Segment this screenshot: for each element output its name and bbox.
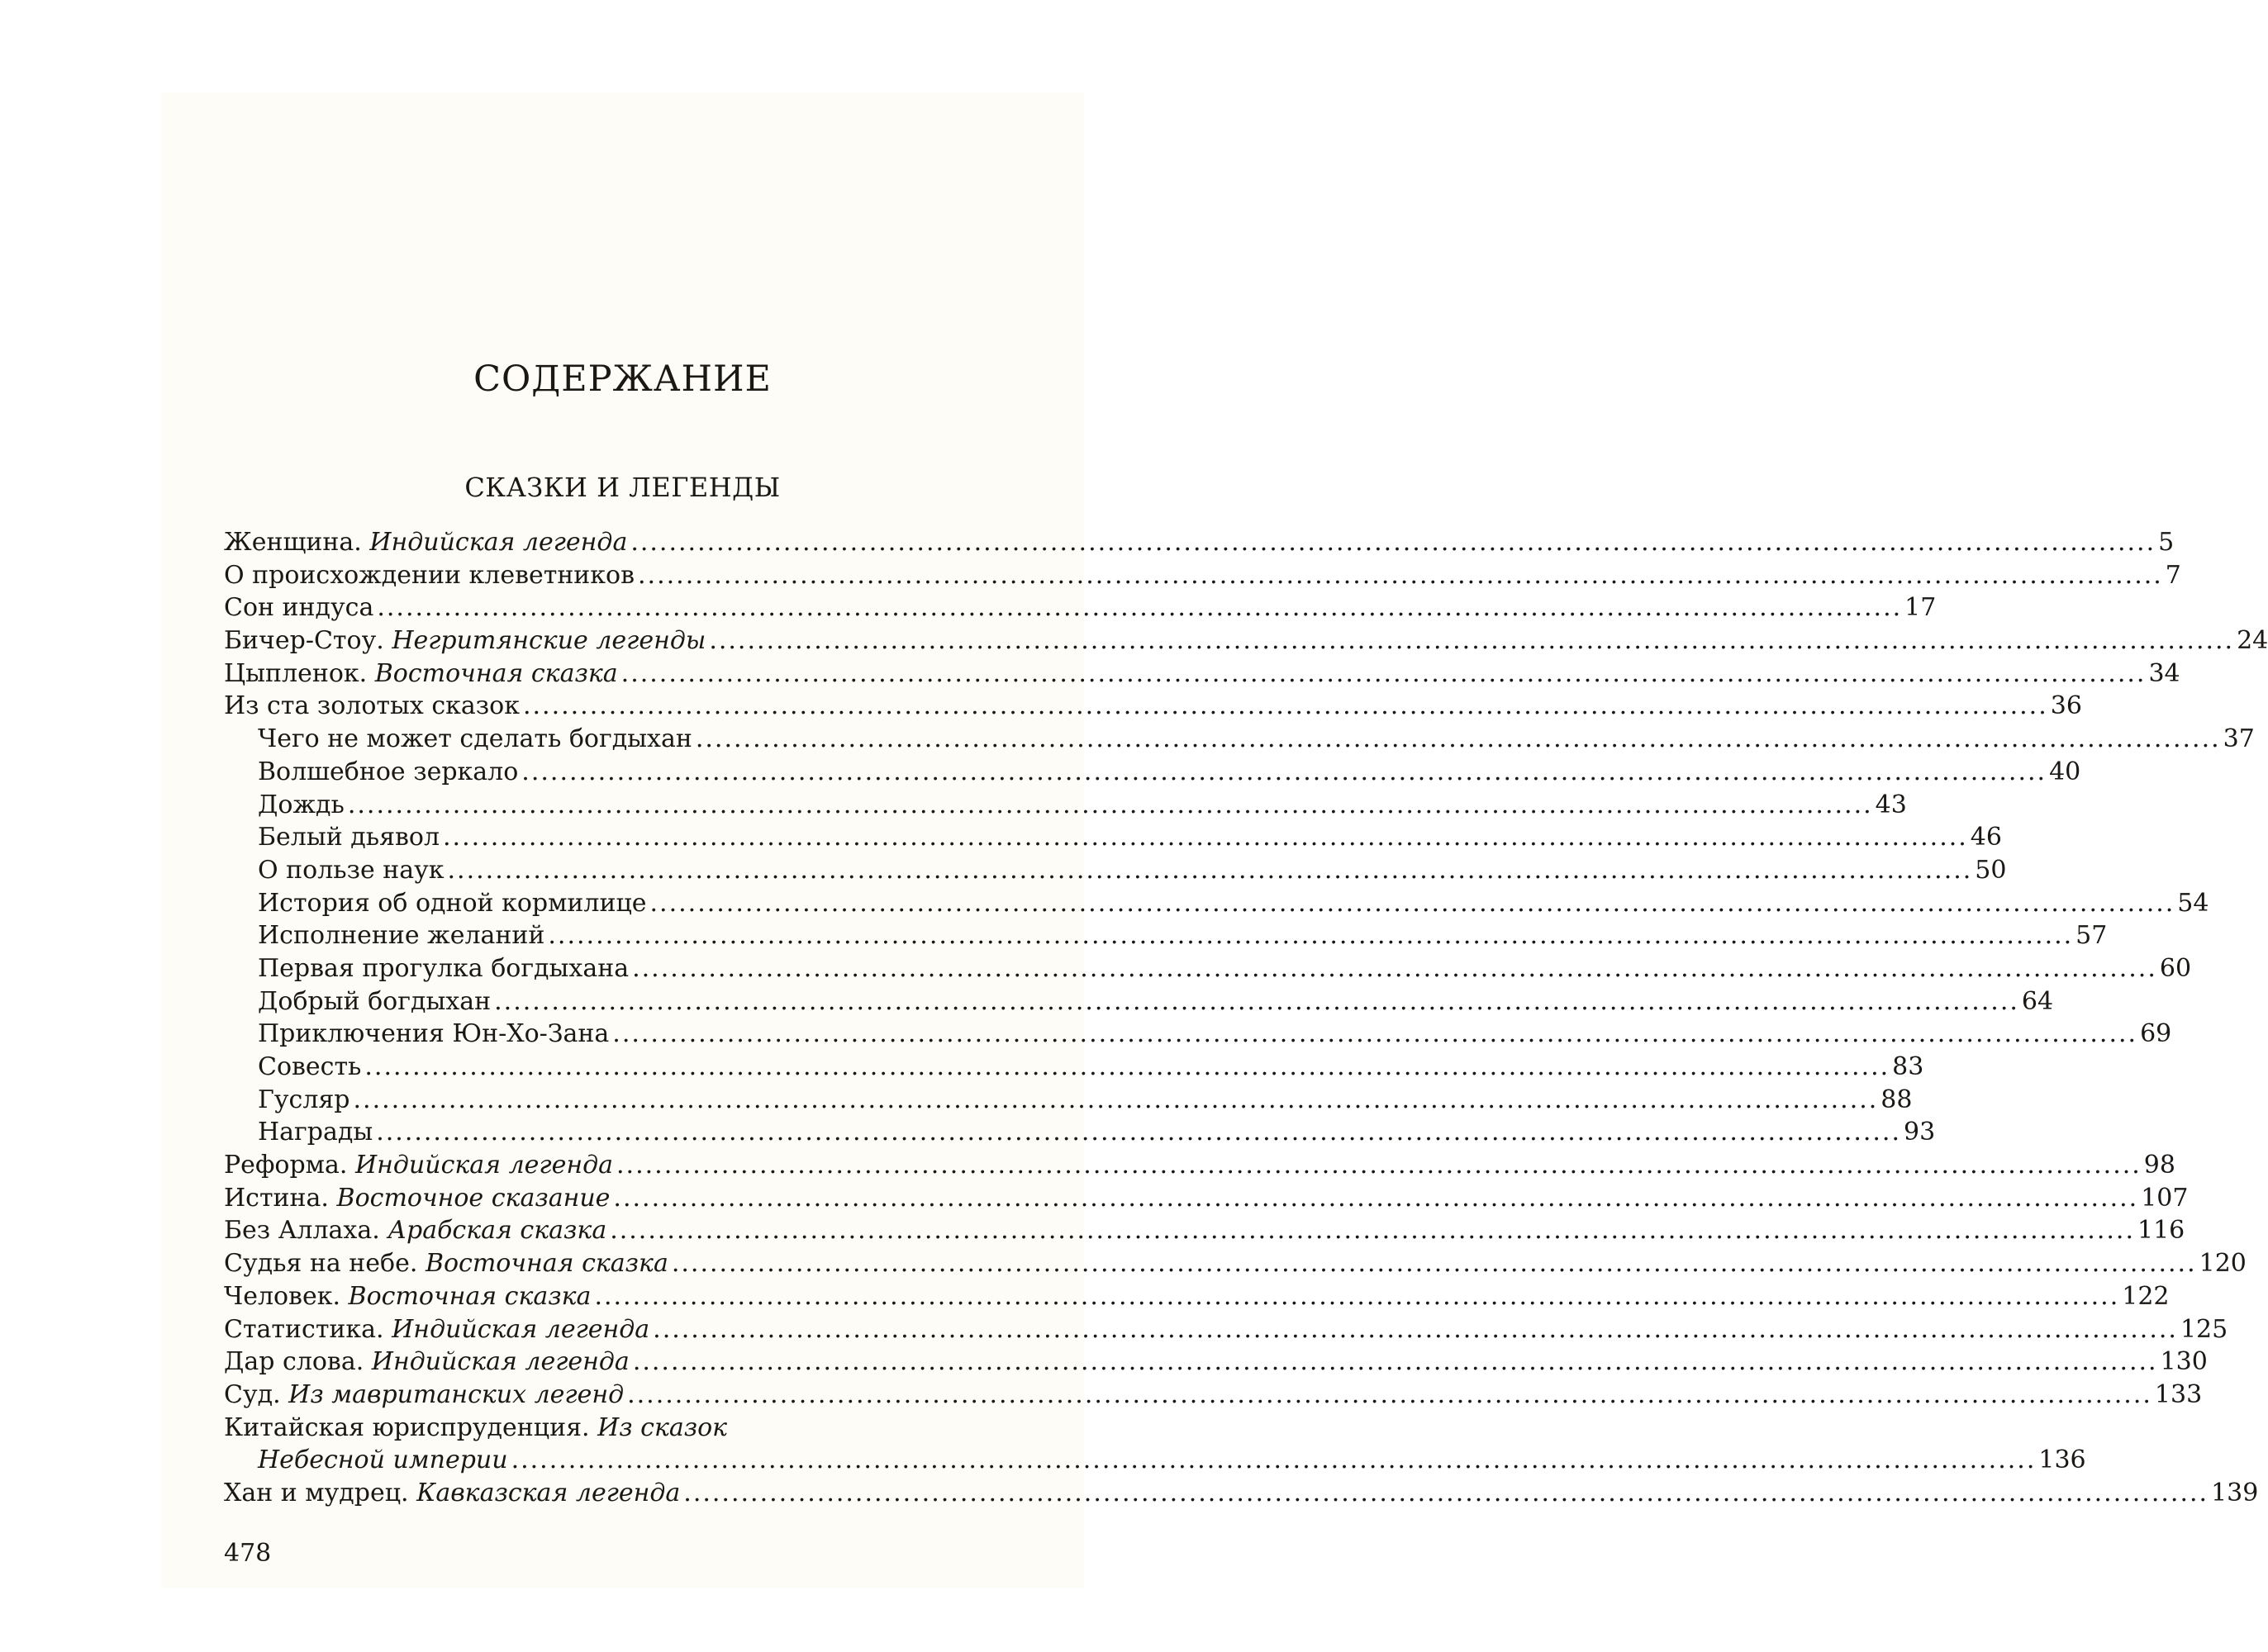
toc-subentry[interactable] bbox=[224, 789, 1907, 822]
dot-leader: ................................................................................................................................................................ bbox=[632, 1347, 2158, 1377]
dot-leader: ................................................................................................................................................................ bbox=[649, 888, 2175, 918]
page-number: 60 bbox=[2159, 953, 2192, 983]
entry-subtitle: Арабская сказка bbox=[388, 1216, 607, 1246]
toc-entry[interactable] bbox=[224, 624, 2268, 657]
dot-leader: ................................................................................................................................................................ bbox=[610, 1216, 2135, 1246]
entry-title: Волшебное зеркало bbox=[258, 757, 519, 786]
entry-title: Женщина. bbox=[224, 528, 362, 557]
toc-entry[interactable] bbox=[224, 1280, 2170, 1313]
page-number: 88 bbox=[1880, 1085, 1913, 1114]
toc-entry[interactable] bbox=[224, 526, 2175, 559]
toc-subentry[interactable] bbox=[224, 723, 2255, 756]
dot-leader: ................................................................................................................................................................ bbox=[594, 1281, 2120, 1311]
page-number: 54 bbox=[2177, 888, 2209, 918]
dot-leader: ................................................................................................................................................................ bbox=[548, 921, 2074, 951]
entry-title: Совесть bbox=[258, 1052, 362, 1081]
page-number: 24 bbox=[2237, 626, 2268, 656]
section-heading: СКАЗКИ И ЛЕГЕНДЫ bbox=[464, 472, 781, 503]
folio-page-number: 478 bbox=[224, 1539, 272, 1568]
toc-subentry[interactable] bbox=[224, 756, 2081, 789]
book-page bbox=[161, 93, 2268, 1588]
toc-subentry[interactable] bbox=[224, 1116, 1936, 1149]
dot-leader: ................................................................................................................................................................ bbox=[653, 1314, 2178, 1344]
page-number: 136 bbox=[2038, 1446, 2086, 1475]
entry-subtitle: Восточная сказка bbox=[374, 658, 618, 688]
page-number: 40 bbox=[2049, 757, 2081, 786]
entry-title: Исполнение желаний bbox=[258, 921, 545, 951]
entry-title: Реформа. bbox=[224, 1151, 348, 1180]
entry-subtitle: Индийская легенда bbox=[371, 1347, 630, 1377]
page-number: 83 bbox=[1892, 1052, 1924, 1081]
entry-subtitle: Восточное сказание bbox=[336, 1183, 611, 1213]
page-number: 120 bbox=[2199, 1249, 2247, 1279]
page-number: 34 bbox=[2148, 658, 2180, 688]
table-of-contents bbox=[224, 526, 2268, 1510]
toc-subentry[interactable] bbox=[224, 1018, 2172, 1051]
page-number: 36 bbox=[2050, 691, 2082, 721]
page-number: 130 bbox=[2160, 1347, 2208, 1377]
dot-leader: ................................................................................................................................................................ bbox=[620, 658, 2147, 688]
toc-entry[interactable] bbox=[224, 559, 2181, 592]
dot-leader: ................................................................................................................................................................ bbox=[447, 855, 1973, 885]
entry-title: Бичер-Стоу. bbox=[224, 626, 384, 656]
toc-entry[interactable] bbox=[224, 1214, 2185, 1247]
entry-title: Статистика. bbox=[224, 1314, 384, 1344]
toc-subentry[interactable] bbox=[224, 821, 2002, 854]
entry-subtitle: Кавказская легенда bbox=[416, 1478, 681, 1507]
page-number: 98 bbox=[2143, 1151, 2175, 1180]
page-number: 43 bbox=[1875, 790, 1907, 819]
page-number: 116 bbox=[2137, 1216, 2185, 1246]
page-number: 50 bbox=[1975, 855, 2007, 885]
dot-leader: ................................................................................................................................................................ bbox=[376, 1118, 1901, 1147]
dot-leader: ................................................................................................................................................................ bbox=[683, 1478, 2209, 1507]
entry-subtitle: Восточная сказка bbox=[348, 1281, 592, 1311]
toc-entry-continuation[interactable] bbox=[224, 1444, 2086, 1477]
dot-leader: ................................................................................................................................................................ bbox=[364, 1052, 1890, 1081]
page-number: 69 bbox=[2140, 1019, 2172, 1049]
entry-subtitle: Негритянские легенды bbox=[392, 626, 706, 656]
entry-title: Чего не может сделать богдыхан bbox=[258, 724, 692, 754]
page-number: 133 bbox=[2154, 1379, 2203, 1409]
entry-title: Человек. bbox=[224, 1281, 340, 1311]
toc-entry[interactable] bbox=[224, 1346, 2208, 1379]
toc-entry[interactable] bbox=[224, 657, 2180, 691]
entry-title: Истина. bbox=[224, 1183, 329, 1213]
entry-title: Приключения Юн-Хо-Зана bbox=[258, 1019, 610, 1049]
entry-title: Дар слова. bbox=[224, 1347, 364, 1377]
toc-entry[interactable] bbox=[224, 1182, 2189, 1215]
dot-leader: ................................................................................................................................................................ bbox=[638, 560, 2163, 590]
entry-title: О происхождении клеветников bbox=[224, 560, 635, 590]
dot-leader: ................................................................................................................................................................ bbox=[377, 593, 1903, 623]
entry-title: Первая прогулка богдыхана bbox=[258, 953, 630, 983]
toc-entry[interactable] bbox=[224, 1149, 2175, 1182]
page-number: 122 bbox=[2122, 1281, 2170, 1311]
toc-entry[interactable] bbox=[224, 591, 1937, 624]
dot-leader: ................................................................................................................................................................ bbox=[709, 626, 2235, 656]
entry-title: Цыпленок. bbox=[224, 658, 368, 688]
dot-leader: ................................................................................................................................................................ bbox=[613, 1183, 2139, 1213]
toc-entry[interactable] bbox=[224, 1379, 2203, 1412]
entry-subtitle: Из сказок bbox=[597, 1412, 728, 1442]
page-number: 93 bbox=[1904, 1118, 1936, 1147]
entry-subtitle: Индийская легенда bbox=[355, 1151, 614, 1180]
toc-subentry[interactable] bbox=[224, 1084, 1913, 1117]
toc-entry[interactable] bbox=[224, 1412, 1025, 1445]
page-number: 125 bbox=[2180, 1314, 2228, 1344]
page-title: СОДЕРЖАНИЕ bbox=[473, 358, 772, 400]
dot-leader: ................................................................................................................................................................ bbox=[443, 823, 1968, 852]
entry-title: Китайская юриспруденция. bbox=[224, 1412, 590, 1442]
dot-leader: ................................................................................................................................................................ bbox=[511, 1446, 2037, 1475]
entry-title: Без Аллаха. bbox=[224, 1216, 380, 1246]
entry-title: О пользе наук bbox=[258, 855, 445, 885]
dot-leader: ................................................................................................................................................................ bbox=[630, 528, 2156, 557]
dot-leader: ................................................................................................................................................................ bbox=[616, 1151, 2142, 1180]
dot-leader: ................................................................................................................................................................ bbox=[627, 1379, 2152, 1409]
page-number: 139 bbox=[2211, 1478, 2259, 1507]
toc-subentry[interactable] bbox=[224, 854, 2007, 887]
dot-leader: ................................................................................................................................................................ bbox=[522, 691, 2048, 721]
entry-subtitle: Индийская легенда bbox=[369, 528, 628, 557]
toc-entry[interactable] bbox=[224, 1247, 2247, 1280]
page-number: 17 bbox=[1904, 593, 1937, 623]
dot-leader: ................................................................................................................................................................ bbox=[695, 724, 2221, 754]
dot-leader: ................................................................................................................................................................ bbox=[494, 986, 2019, 1016]
toc-subentry[interactable] bbox=[224, 1051, 1924, 1084]
page-number: 7 bbox=[2165, 560, 2181, 590]
toc-entry[interactable] bbox=[224, 690, 2082, 723]
toc-subentry[interactable] bbox=[224, 952, 2192, 985]
entry-subtitle: Небесной империи bbox=[258, 1446, 508, 1475]
entry-title: Хан и мудрец. bbox=[224, 1478, 409, 1507]
dot-leader: ................................................................................................................................................................ bbox=[521, 757, 2047, 786]
entry-title: Сон индуса bbox=[224, 593, 374, 623]
entry-title: Суд. bbox=[224, 1379, 281, 1409]
dot-leader: ................................................................................................................................................................ bbox=[353, 1085, 1879, 1114]
entry-subtitle: Из мавританских легенд bbox=[288, 1379, 625, 1409]
entry-title: Гусляр bbox=[258, 1085, 350, 1114]
entry-title: Из ста золотых сказок bbox=[224, 691, 520, 721]
toc-entry[interactable] bbox=[224, 1477, 2259, 1510]
entry-title: Дождь bbox=[258, 790, 345, 819]
entry-title: Судья на небе. bbox=[224, 1249, 418, 1279]
page-number: 37 bbox=[2223, 724, 2255, 754]
entry-title: Белый дьявол bbox=[258, 823, 440, 852]
page-number: 57 bbox=[2075, 921, 2108, 951]
page-number: 46 bbox=[1970, 823, 2002, 852]
dot-leader: ................................................................................................................................................................ bbox=[671, 1249, 2197, 1279]
dot-leader: ................................................................................................................................................................ bbox=[612, 1019, 2138, 1049]
page-number: 107 bbox=[2141, 1183, 2189, 1213]
dot-leader: ................................................................................................................................................................ bbox=[632, 953, 2157, 983]
entry-title: Добрый богдыхан bbox=[258, 986, 492, 1016]
toc-subentry[interactable] bbox=[224, 919, 2108, 952]
dot-leader: ................................................................................................................................................................ bbox=[347, 790, 1873, 819]
page-number: 64 bbox=[2021, 986, 2054, 1016]
entry-title: История об одной кормилице bbox=[258, 888, 647, 918]
toc-subentry[interactable] bbox=[224, 985, 2054, 1018]
toc-entry[interactable] bbox=[224, 1313, 2228, 1346]
entry-subtitle: Восточная сказка bbox=[425, 1249, 668, 1279]
entry-title: Награды bbox=[258, 1118, 373, 1147]
entry-subtitle: Индийская легенда bbox=[392, 1314, 650, 1344]
toc-subentry[interactable] bbox=[224, 887, 2209, 920]
page-number: 5 bbox=[2158, 528, 2175, 557]
